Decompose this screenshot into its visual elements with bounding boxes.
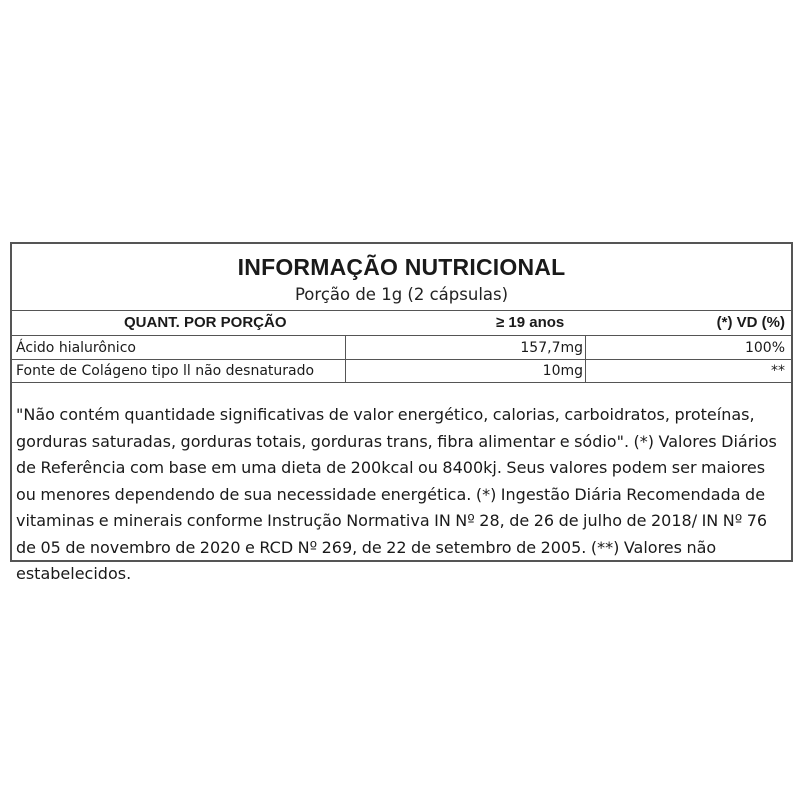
row-amount: 10mg bbox=[542, 363, 583, 379]
row-vd: 100% bbox=[744, 340, 785, 356]
row-vd: ** bbox=[771, 363, 785, 379]
row-name: Ácido hialurônico bbox=[16, 340, 136, 356]
footnote-text: "Não contém quantidade significativas de valor energético, calorias, carboidratos, proteínas, gorduras saturadas, gorduras totais, gorduras trans, fibra alimentar e sódio". (*) Valores Diários de Referência com base em uma dieta de 200kcal ou 8400kj. Seus valores podem ser maiores ou menores dependendo de sua necessidade energética. (*) Ingestão Diária Recomendada de vitaminas e minerais conforme Instrução Normativa IN Nº 28, de 26 de julho de 2018/ IN Nº 76 de 05 de novembro de 2020 e RCD Nº 269, de 22 de setembro de 2005. (**) Valores não estabelecidos. bbox=[16, 405, 777, 583]
divider-header bbox=[12, 335, 791, 336]
row-amount: 157,7mg bbox=[520, 340, 583, 356]
table-header bbox=[12, 311, 791, 335]
table-row bbox=[12, 360, 791, 382]
header-quantity: QUANT. POR PORÇÃO bbox=[124, 314, 287, 331]
row-name: Fonte de Colágeno tipo ll não desnaturado bbox=[16, 363, 315, 379]
column-divider bbox=[345, 335, 346, 383]
table-row bbox=[12, 337, 791, 359]
nutrition-facts-panel bbox=[10, 242, 793, 583]
divider-bottom bbox=[12, 382, 791, 383]
panel-title: INFORMAÇÃO NUTRICIONAL bbox=[237, 254, 566, 280]
header-age: ≥ 19 anos bbox=[496, 314, 565, 331]
serving-size: Porção de 1g (2 cápsulas) bbox=[294, 285, 509, 304]
column-divider bbox=[585, 335, 586, 383]
header-vd: (*) VD (%) bbox=[716, 314, 785, 331]
